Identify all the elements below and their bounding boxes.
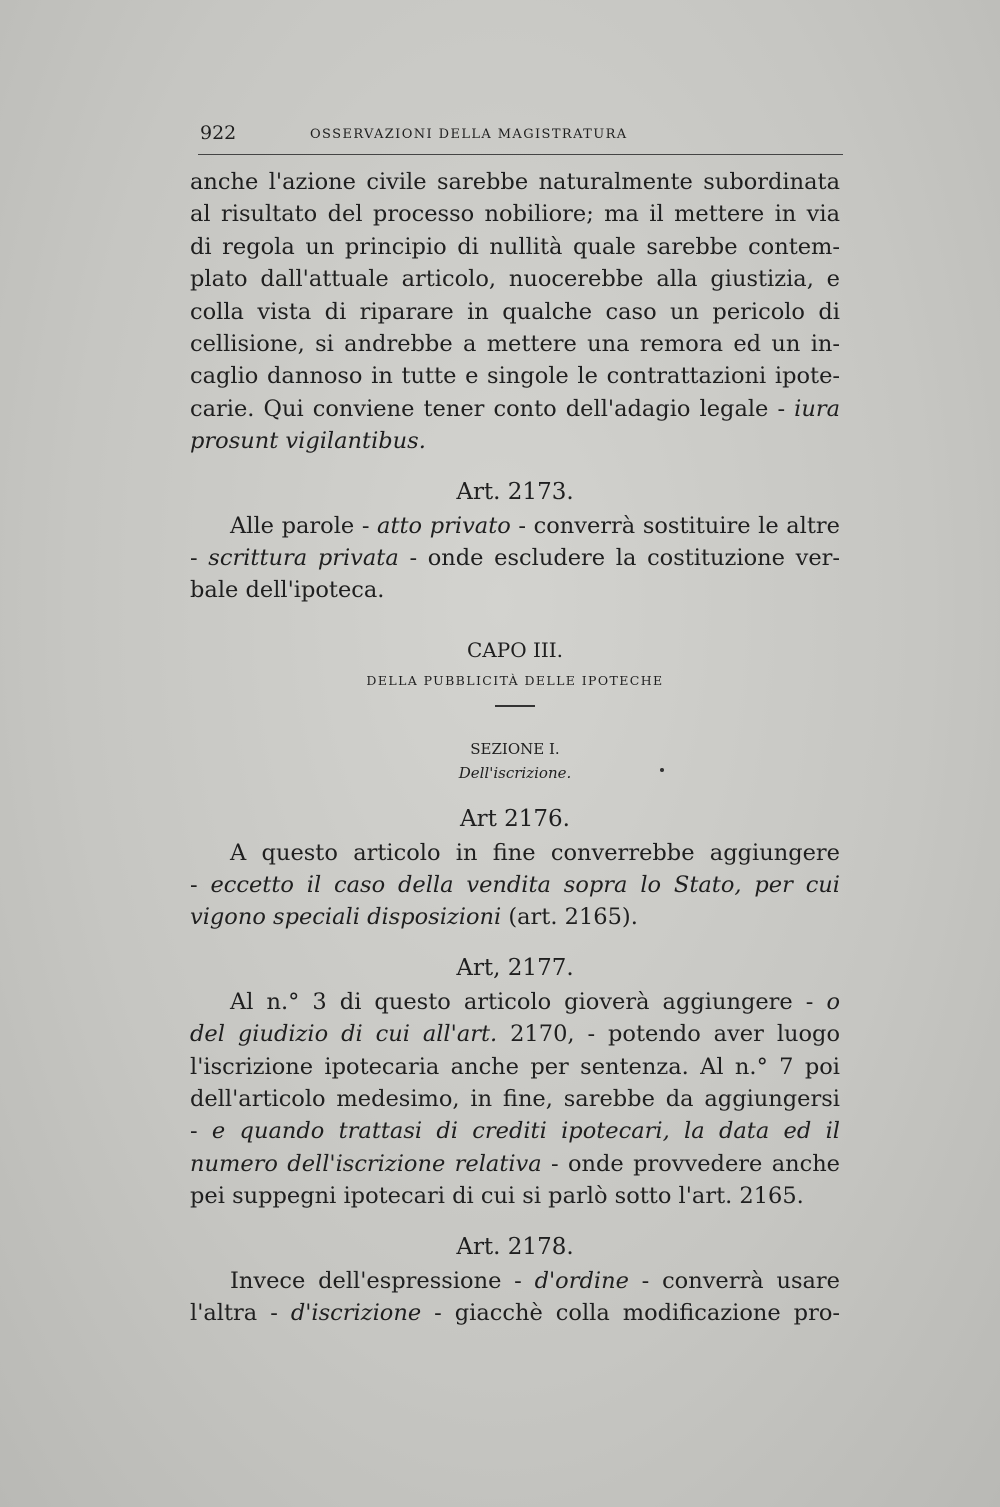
text-line: dell'articolo medesimo, in fine, sarebbe da aggiungersi bbox=[190, 1086, 840, 1113]
paragraph-1 bbox=[190, 166, 840, 458]
section-title: SEZIONE I. bbox=[470, 739, 560, 758]
article-heading-2178: Art. 2178. bbox=[456, 1233, 574, 1260]
text-line: del giudizio di cui all'art. 2170, - potendo aver luogo bbox=[190, 1021, 840, 1048]
text-line: anche l'azione civile sarebbe naturalmente subordinata bbox=[190, 169, 840, 195]
text-line: vigono speciali disposizioni (art. 2165). bbox=[190, 904, 638, 931]
text-line: cellisione, si andrebbe a mettere una remora ed un in- bbox=[190, 330, 840, 357]
text-line: Al n.° 3 di questo articolo gioverà aggiungere - o bbox=[230, 988, 840, 1015]
text-line: l'altra - d'iscrizione - giacchè colla modificazione pro- bbox=[190, 1299, 840, 1326]
text-line: al risultato del processo nobiliore; ma il mettere in via bbox=[190, 201, 840, 228]
text-line: caglio dannoso in tutte e singole le contrattazioni ipote- bbox=[190, 363, 840, 390]
text-line: bale dell'ipoteca. bbox=[190, 577, 385, 604]
page-body bbox=[190, 166, 840, 1329]
text-line: colla vista di riparare in qualche caso un pericolo di bbox=[190, 298, 840, 325]
text-line: - eccetto il caso della vendita sopra lo Stato, per cui bbox=[190, 872, 840, 899]
chapter-title: CAPO III. bbox=[466, 637, 563, 662]
text-line: - scrittura privata - onde escludere la costituzione ver- bbox=[190, 544, 841, 571]
text-line: numero dell'iscrizione relativa - onde provvedere anche bbox=[190, 1150, 841, 1177]
page-number: 922 bbox=[200, 122, 237, 144]
running-title: OSSERVAZIONI DELLA MAGISTRATURA bbox=[310, 127, 628, 142]
chapter-subtitle: DELLA PUBBLICITÀ DELLE IPOTECHE bbox=[366, 672, 664, 688]
article-heading-2176: Art 2176. bbox=[459, 805, 570, 832]
text-line: - e quando trattasi di crediti ipotecari, la data ed il bbox=[190, 1118, 840, 1145]
text-line: A questo articolo in fine converrebbe aggiungere bbox=[230, 839, 840, 866]
article-2176-text bbox=[190, 837, 840, 934]
text-line: di regola un principio di nullità quale sarebbe contem- bbox=[190, 233, 840, 260]
text-line: pei suppegni ipotecari di cui si parlò sotto l'art. 2165. bbox=[190, 1183, 804, 1210]
section-subtitle: Dell'iscrizione. bbox=[458, 763, 572, 782]
text-line: Alle parole - atto privato - converrà sostituire le altre bbox=[230, 512, 840, 539]
article-2173-text bbox=[190, 510, 840, 607]
text-line: l'iscrizione ipotecaria anche per sentenza. Al n.° 7 poi bbox=[190, 1053, 840, 1080]
text-line: plato dall'attuale articolo, nuocerebbe alla giustizia, e bbox=[190, 266, 840, 293]
text-line: Invece dell'espressione - d'ordine - converrà usare bbox=[230, 1267, 840, 1294]
page-header bbox=[198, 122, 843, 155]
article-heading-2177: Art, 2177. bbox=[456, 954, 574, 981]
article-2177-text bbox=[190, 986, 840, 1213]
section-rule bbox=[495, 705, 535, 707]
text-line: prosunt vigilantibus. bbox=[190, 428, 426, 455]
article-2178-text bbox=[190, 1265, 840, 1330]
text-line: carie. Qui conviene tener conto dell'adagio legale - iura bbox=[190, 395, 840, 422]
article-heading-2173: Art. 2173. bbox=[456, 478, 574, 505]
